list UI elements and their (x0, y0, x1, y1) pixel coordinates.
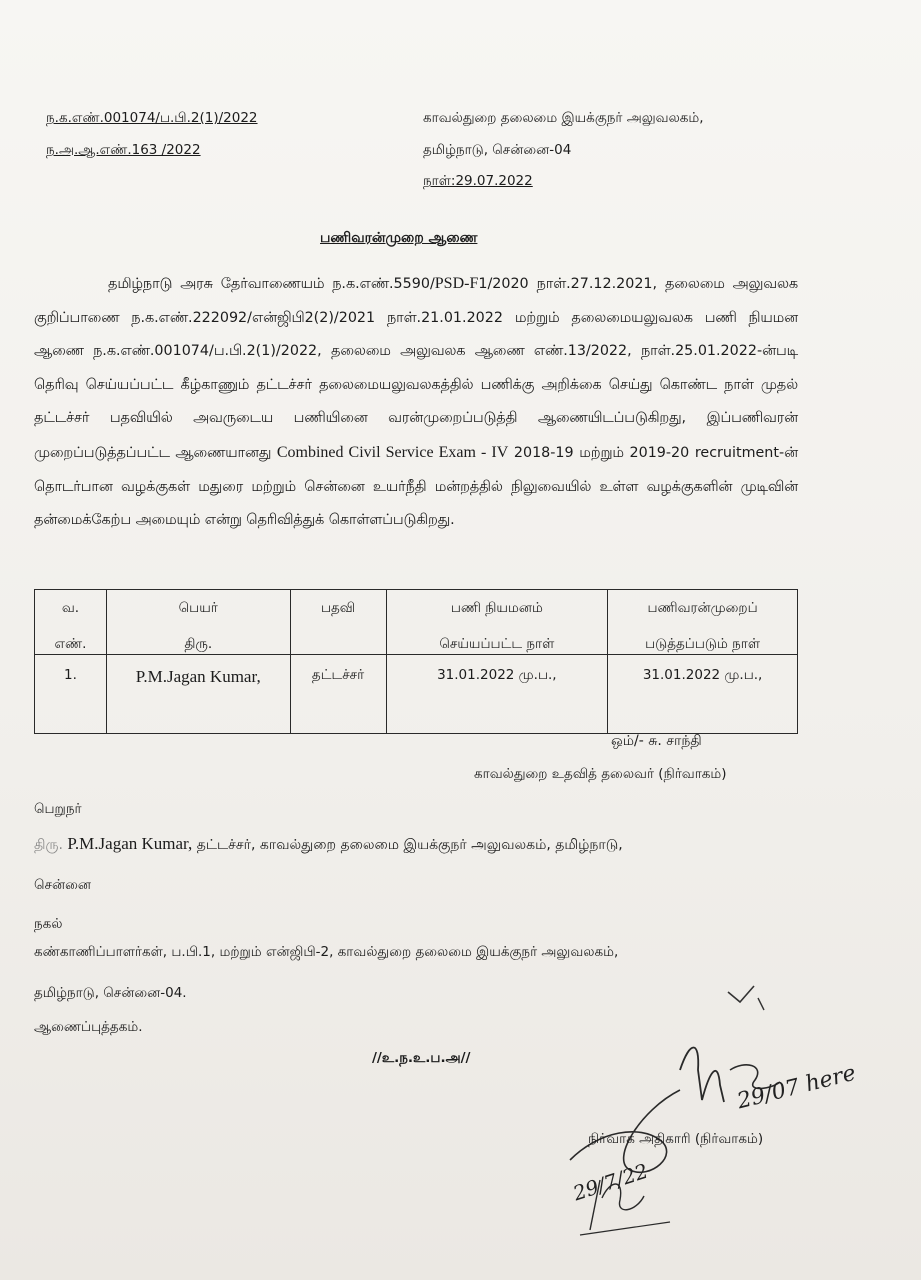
signed-by: ஒம்/- சு. சாந்தி (611, 733, 702, 749)
copy-label: நகல் (34, 916, 63, 932)
cell-serial: 1. (35, 655, 107, 734)
order-date: நாள்:29.07.2022 (423, 173, 533, 189)
header-post: பதவி (290, 590, 386, 655)
table-header-row (35, 590, 798, 655)
table-row (35, 655, 798, 734)
recipient-city: சென்னை (34, 877, 91, 893)
cell-post: தட்டச்சர் (290, 655, 386, 734)
cell-regularised-date: 31.01.2022 மு.ப., (608, 655, 798, 734)
recipient-address: திரு. P.M.Jagan Kumar, தட்டச்சர், காவல்துறை தலைமை இயக்குநர் அலுவலகம், தமிழ்நாடு, (34, 834, 623, 853)
copy-line3: ஆணைப்புத்தகம். (34, 1019, 143, 1035)
cell-name: P.M.Jagan Kumar, (106, 655, 290, 734)
office-address-line2: தமிழ்நாடு, சென்னை-04 (423, 142, 572, 158)
copy-line1: கண்காணிப்பாளர்கள், ப.பி.1, மற்றும் என்ஜிபி-2, காவல்துறை தலைமை இயக்குநர் அலுவலகம், (34, 944, 619, 960)
check-mark-icon (724, 980, 774, 1020)
copy-line2: தமிழ்நாடு, சென்னை-04. (34, 985, 187, 1001)
reference-number: ந.க.எண்.001074/ப.பி.2(1)/2022 (46, 110, 258, 126)
handwritten-note: 29/07 here (734, 1060, 859, 1115)
order-body: தமிழ்நாடு அரசு தேர்வாணையம் ந.க.எண்.5590/PSD-F1/2020 நாள்.27.12.2021, தலைமை அலுவலக குறிப்பாணை ந.க.எண்.222092/என்ஜிபி2(2)/2021 நாள்.21.01.2022 மற்றும் தலைமையலுவலக பணி நியமன ஆணை ந.க.எண்.001074/ப.பி.2(1)/2022, தலைமை அலுவலக ஆணை எண்.13/2022, நாள்.25.01.2022-ன்படி தெரிவு செய்யப்பட்ட கீழ்காணும் தட்டச்சர் தலைமையலுவலகத்தில் பணிக்கு அறிக்கை செய்து கொண்ட நாள் முதல் தட்டச்சர் பதவியில் அவருடைய பணியினை வரன்முறைப்படுத்தி ஆணையிடப்படுகிறது, இப்பணிவரன் முறைப்படுத்தப்பட்ட ஆணையானது Combined Civil Service Exam - IV 2018-19 மற்றும் 2019-20 recruitment-ன் தொடர்பான வழக்குகள் மதுரை மற்றும் சென்னை உயர்நீதி மன்றத்தில் நிலுவையில் உள்ள வழக்குகளின் முடிவின் தன்மைக்கேற்ப அமையும் என்று தெரிவித்துக் கொள்ளப்படுகிறது. (34, 275, 798, 529)
cell-appointed-date: 31.01.2022 மு.ப., (386, 655, 608, 734)
issuing-officer: நிர்வாக அதிகாரி (நிர்வாகம்) (588, 1131, 764, 1147)
attestation-mark: //உ.ந.உ.ப.அ// (372, 1050, 471, 1066)
handwritten-date: 29/7/22 (570, 1158, 651, 1206)
header-serial: வ. எண். (35, 590, 107, 655)
header-name: பெயர் திரு. (106, 590, 290, 655)
signatory-designation: காவல்துறை உதவித் தலைவர் (நிர்வாகம்) (474, 766, 727, 782)
office-order-number: ந.அ.ஆ.எண்.163 /2022 (46, 142, 201, 158)
office-address-line1: காவல்துறை தலைமை இயக்குநர் அலுவலகம், (423, 110, 704, 126)
employee-table (34, 589, 798, 734)
recipient-label: பெறுநர் (34, 801, 82, 817)
header-appointed-date: பணி நியமனம் செய்யப்பட்ட நாள் (386, 590, 608, 655)
header-regularised-date: பணிவரன்முறைப் படுத்தப்படும் நாள் (608, 590, 798, 655)
order-title: பணிவரன்முறை ஆணை (320, 230, 478, 246)
